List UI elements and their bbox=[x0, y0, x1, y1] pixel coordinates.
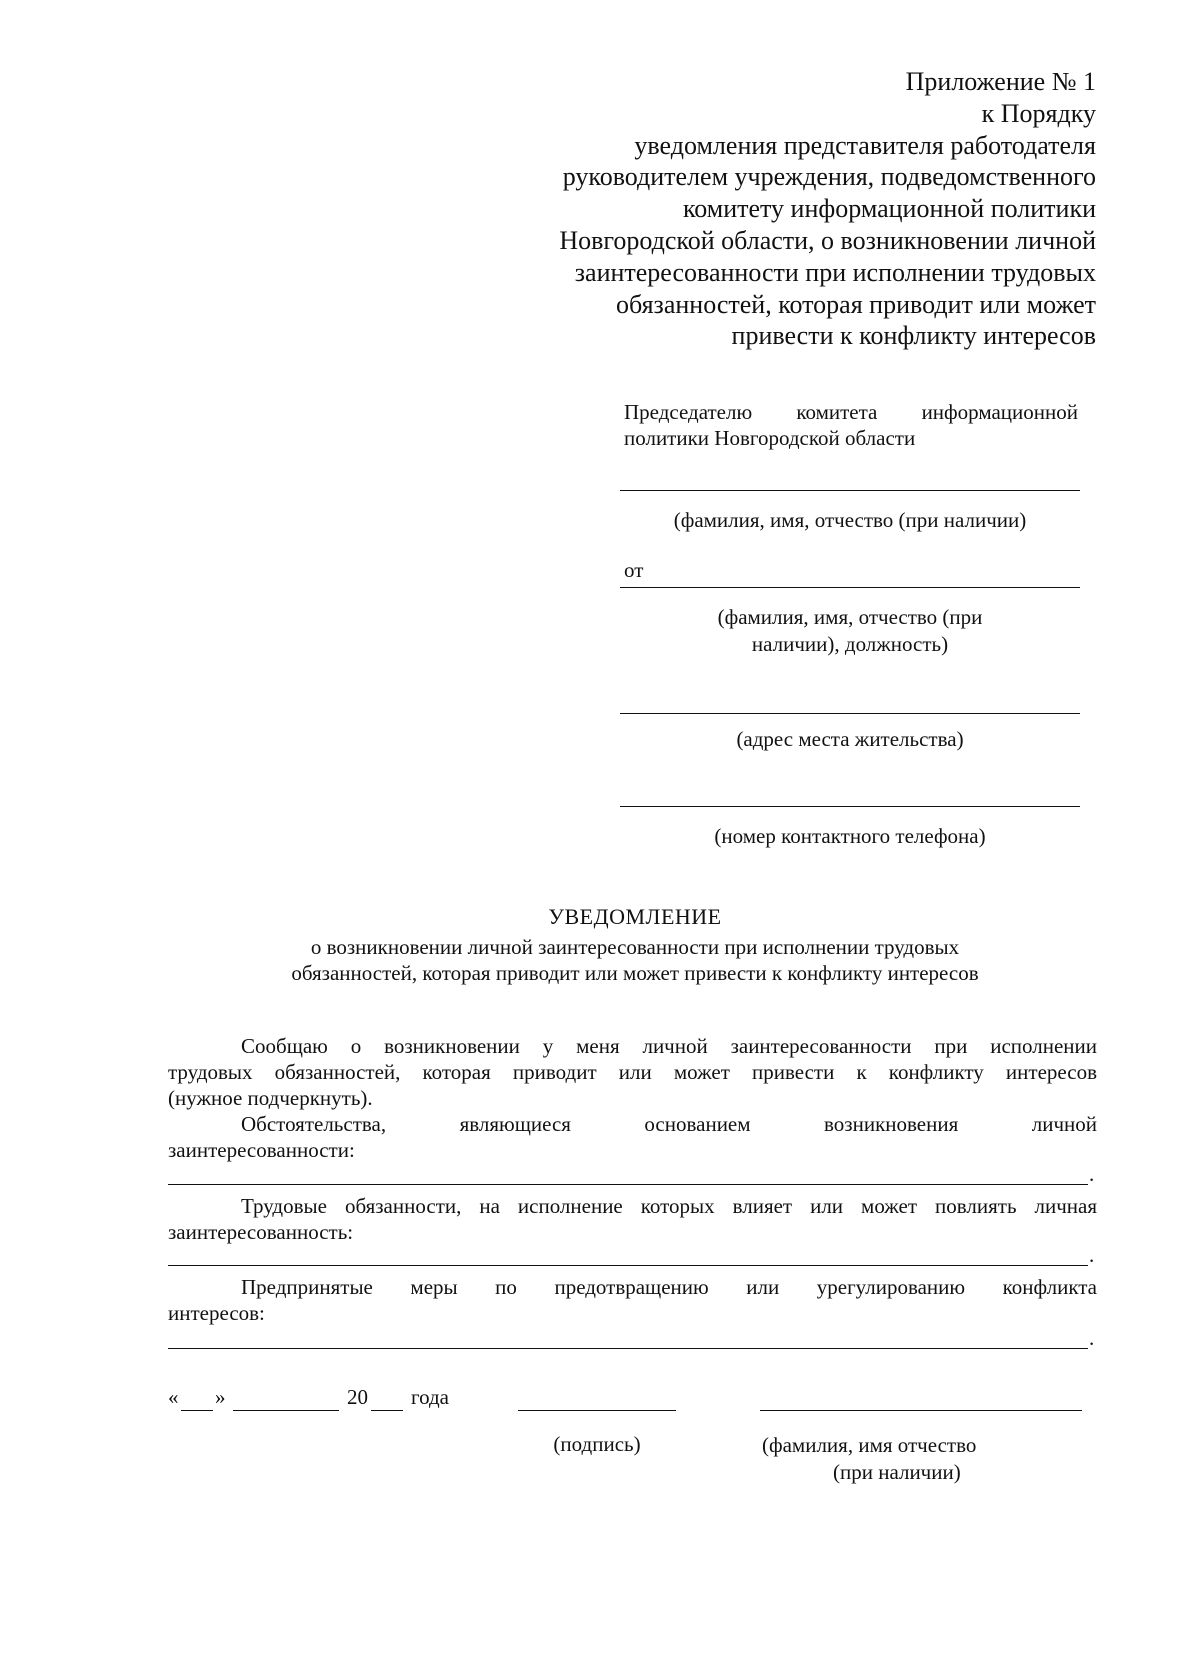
signature-caption: (подпись) bbox=[553, 1432, 641, 1456]
sender-caption-line1: (фамилия, имя, отчество (при bbox=[717, 605, 983, 629]
duties-field-line bbox=[168, 1265, 1088, 1266]
paragraph-3-line1: Трудовые обязанности, на исполнение которых влияет или может повлиять личная bbox=[241, 1194, 1097, 1218]
chair-name-caption: (фамилия, имя, отчество (при наличии) bbox=[673, 508, 1027, 532]
addressee-line1: Председателю комитета информационной bbox=[624, 400, 1078, 424]
circumstances-field-line bbox=[168, 1184, 1088, 1185]
paragraph-3-line2: заинтересованность: bbox=[168, 1220, 354, 1244]
sender-field-line bbox=[620, 587, 1080, 588]
signer-name-caption-line1: (фамилия, имя отчество bbox=[762, 1433, 977, 1457]
appendix-line: Новгородской области, о возникновении личной bbox=[559, 225, 1096, 255]
address-field-line bbox=[620, 713, 1080, 714]
date-day-line bbox=[181, 1410, 213, 1411]
field-end-period: . bbox=[1089, 1162, 1095, 1186]
notice-subtitle-line2: обязанностей, которая приводит или может привести к конфликту интересов bbox=[291, 961, 979, 985]
paragraph-1-line3: (нужное подчеркнуть). bbox=[168, 1086, 373, 1110]
measures-field-line bbox=[168, 1348, 1088, 1349]
appendix-line: комитету информационной политики bbox=[682, 194, 1096, 224]
paragraph-4-line1: Предпринятые меры по предотвращению или урегулированию конфликта bbox=[241, 1275, 1097, 1299]
date-year-line bbox=[371, 1410, 403, 1411]
appendix-header bbox=[559, 66, 1096, 352]
sender-caption bbox=[620, 604, 1080, 658]
date-year-prefix: 20 bbox=[347, 1385, 368, 1409]
chair-name-field-line bbox=[620, 490, 1080, 491]
signature-line bbox=[518, 1410, 676, 1411]
notice-title: УВЕДОМЛЕНИЕ bbox=[548, 904, 722, 929]
appendix-number: Приложение № 1 bbox=[905, 67, 1096, 96]
appendix-line: заинтересованности при исполнении трудовых bbox=[574, 257, 1096, 287]
signer-name-caption bbox=[762, 1432, 976, 1486]
from-label: от bbox=[624, 558, 644, 582]
address-caption: (адрес места жительства) bbox=[736, 727, 964, 751]
appendix-line: привести к конфликту интересов bbox=[731, 321, 1096, 351]
notice-subtitle-line1: о возникновении личной заинтересованности при исполнении трудовых bbox=[310, 935, 960, 959]
paragraph-4-line2: интересов: bbox=[168, 1301, 265, 1325]
field-end-period: . bbox=[1089, 1326, 1095, 1350]
sender-caption-line2: наличии), должность) bbox=[751, 632, 949, 656]
addressee-line2: политики Новгородской области bbox=[624, 426, 916, 450]
date-quote-open: « bbox=[168, 1385, 179, 1409]
date-quote-close: » bbox=[215, 1385, 226, 1409]
date-year-suffix: года bbox=[411, 1385, 449, 1409]
signer-name-line bbox=[760, 1410, 1082, 1411]
appendix-line: уведомления представителя работодателя bbox=[634, 130, 1096, 160]
paragraph-1-line2: трудовых обязанностей, которая приводит или может привести к конфликту интересов bbox=[168, 1060, 1097, 1084]
field-end-period: . bbox=[1089, 1243, 1095, 1267]
appendix-ref: к Порядку bbox=[981, 98, 1096, 128]
phone-field-line bbox=[620, 806, 1080, 807]
appendix-line: руководителем учреждения, подведомственного bbox=[562, 162, 1096, 192]
paragraph-2-line2: заинтересованности: bbox=[168, 1138, 355, 1162]
appendix-line: обязанностей, которая приводит или может bbox=[616, 289, 1096, 319]
signer-name-caption-line2: (при наличии) bbox=[833, 1460, 961, 1484]
paragraph-2-line1: Обстоятельства, являющиеся основанием возникновения личной bbox=[241, 1112, 1097, 1136]
paragraph-1-line1: Сообщаю о возникновении у меня личной заинтересованности при исполнении bbox=[241, 1034, 1097, 1058]
date-month-line bbox=[233, 1410, 339, 1411]
phone-caption: (номер контактного телефона) bbox=[714, 824, 986, 848]
